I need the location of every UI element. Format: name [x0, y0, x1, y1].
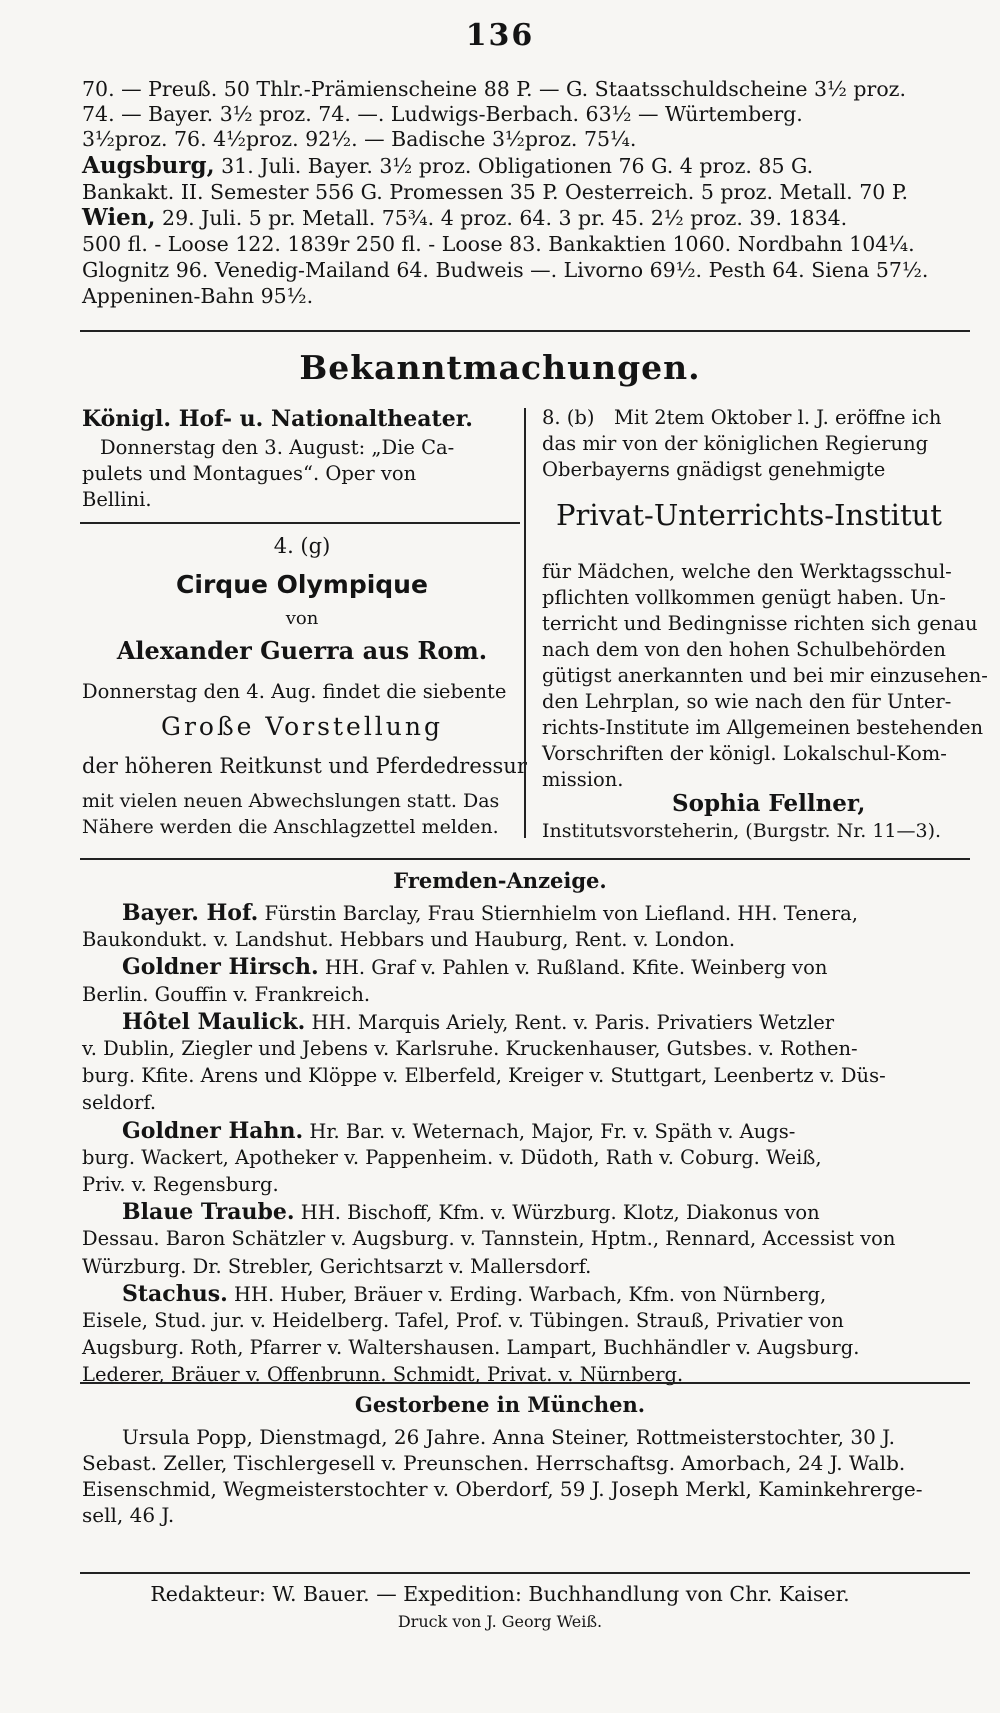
fremden-line: [82, 1145, 822, 1171]
stock-line: 74. — Bayer. 3½ proz. 74. —. Ludwigs-Berbach. 63½ — Würtemberg.: [82, 102, 803, 126]
fremden-line: [82, 1090, 156, 1116]
gestorbene-line: Ursula Popp, Dienstmagd, 26 Jahre. Anna Steiner, Rottmeisterstochter, 30 J.: [122, 1425, 895, 1449]
fremden-line: [122, 900, 858, 927]
wien-line: [82, 205, 847, 231]
cirque-title: Cirque Olympique: [176, 570, 428, 599]
divider: [80, 1572, 970, 1574]
privat-intro: das mir von der königlichen Regierung: [542, 432, 929, 455]
fremden-line: [82, 1063, 886, 1089]
privat-line: Vorschriften der königl. Lokalschul-Kom-: [542, 742, 947, 765]
vertical-divider: [524, 408, 526, 838]
privat-line: den Lehrplan, so wie nach den für Unter-: [542, 690, 952, 713]
fremden-line: [122, 1281, 826, 1308]
augsburg-city: Augsburg,: [82, 152, 215, 179]
theater-title: Königl. Hof- u. Nationaltheater.: [82, 406, 473, 432]
guest-list: Baukondukt. v. Landshut. Hebbars und Hauburg, Rent. v. London.: [82, 928, 736, 952]
page-number: 136: [465, 18, 535, 53]
fremden-line: [82, 1362, 683, 1388]
privat-line: nach dem von den hohen Schulbehörden: [542, 638, 946, 661]
bekanntmachungen-heading: Bekanntmachungen.: [299, 348, 701, 387]
fremden-line: [82, 1308, 844, 1334]
privat-ref: 8. (b): [542, 406, 595, 429]
stock-line: Appeninen-Bahn 95½.: [82, 284, 314, 308]
cirque-line: der höheren Reitkunst und Pferdedressur: [82, 754, 527, 778]
augsburg-line: [82, 153, 813, 179]
stock-line: Glognitz 96. Venedig-Mailand 64. Budweis —. Livorno 69½. Pesth 64. Siena 57½.: [82, 258, 929, 282]
augsburg-rates: 31. Juli. Bayer. 3½ proz. Obligationen 76 G. 4 proz. 85 G.: [214, 154, 814, 178]
privat-line: mission.: [542, 768, 624, 791]
guest-list: Berlin. Gouffin v. Frankreich.: [82, 982, 371, 1006]
fremden-line: [82, 1172, 279, 1198]
gestorbene-line: Eisenschmid, Wegmeisterstochter v. Oberdorf, 59 J. Joseph Merkl, Kaminkehrerge-: [82, 1477, 923, 1501]
cirque-line: Donnerstag den 4. Aug. findet die siebente: [82, 680, 507, 703]
guest-list: HH. Bischoff, Kfm. v. Würzburg. Klotz, Diakonus von: [294, 1201, 820, 1225]
druck-line: Druck von J. Georg Weiß.: [397, 1612, 603, 1631]
stock-line: 500 fl. - Loose 122. 1839r 250 fl. - Loose 83. Bankaktien 1060. Nordbahn 104¼.: [82, 232, 915, 256]
theater-line: Donnerstag den 3. August: „Die Ca-: [100, 436, 455, 459]
divider: [80, 330, 970, 332]
divider: [80, 858, 970, 860]
divider: [80, 1382, 970, 1384]
fremden-line: [82, 1226, 895, 1252]
privat-line: pflichten vollkommen genügt haben. Un-: [542, 586, 946, 609]
guest-list: burg. Wackert, Apotheker v. Pappenheim. v. Düdoth, Rath v. Coburg. Weiß,: [82, 1145, 822, 1169]
wien-rates: 29. Juli. 5 pr. Metall. 75¾. 4 proz. 64. 3 pr. 45. 2½ proz. 39. 1834.: [155, 206, 848, 230]
cirque-ref: 4. (g): [273, 534, 331, 558]
fremden-line: [82, 927, 735, 953]
column-divider: [80, 522, 520, 524]
guest-list: Dessau. Baron Schätzler v. Augsburg. v. Tannstein, Hptm., Rennard, Accessist von: [82, 1227, 896, 1251]
guest-list: Würzburg. Dr. Strebler, Gerichtsarzt v. Mallersdorf.: [82, 1254, 592, 1278]
stock-line: 70. — Preuß. 50 Thlr.-Prämienscheine 88 P. — G. Staatsschuldscheine 3½ proz.: [82, 77, 906, 101]
guest-list: v. Dublin, Ziegler und Jebens v. Karlsruhe. Kruckenhauser, Gutsbes. v. Rothen-: [82, 1037, 858, 1060]
guest-list: seldorf.: [82, 1091, 157, 1115]
guest-list: Hr. Bar. v. Weternach, Major, Fr. v. Späth v. Augs-: [303, 1119, 796, 1143]
hotel-name: Goldner Hahn.: [122, 1117, 304, 1144]
guest-list: Lederer, Bräuer v. Offenbrunn. Schmidt, Privat. v. Nürnberg.: [82, 1363, 684, 1387]
fremden-line: [82, 1036, 858, 1062]
fremden-line: [122, 954, 827, 981]
cirque-name: Alexander Guerra aus Rom.: [116, 636, 488, 665]
cirque-line: Nähere werden die Anschlagzettel melden.: [82, 816, 499, 838]
stock-line: 3½proz. 76. 4½proz. 92½. — Badische 3½proz. 75¼.: [82, 127, 637, 151]
privat-signature: Sophia Fellner,: [672, 790, 866, 817]
fremden-line: [82, 982, 370, 1008]
privat-sign-line: Institutsvorsteherin, (Burgstr. Nr. 11—3).: [542, 820, 942, 842]
privat-line: terricht und Bedingnisse richten sich genau: [542, 612, 978, 635]
gestorbene-line: sell, 46 J.: [82, 1503, 175, 1527]
gestorbene-line: Sebast. Zeller, Tischlergesell v. Preunschen. Herrschaftsg. Amorbach, 24 J. Walb.: [82, 1451, 906, 1475]
privat-title: Privat-Unterrichts-Institut: [556, 498, 942, 532]
fremden-line: [122, 1118, 795, 1145]
privat-intro: Mit 2tem Oktober l. J. eröffne ich: [614, 406, 942, 429]
stock-line: Bankakt. II. Semester 556 G. Promessen 35 P. Oesterreich. 5 proz. Metall. 70 P.: [82, 180, 908, 204]
hotel-name: Hôtel Maulick.: [122, 1008, 306, 1035]
guest-list: burg. Kfite. Arens und Klöppe v. Elberfeld, Kreiger v. Stuttgart, Leenbertz v. Düs-: [82, 1064, 886, 1088]
cirque-von: von: [285, 608, 319, 629]
hotel-name: Bayer. Hof.: [122, 900, 259, 926]
fremden-heading: Fremden-Anzeige.: [393, 868, 607, 893]
guest-list: HH. Graf v. Pahlen v. Rußland. Kfite. Weinberg von: [318, 956, 828, 980]
redakteur-line: Redakteur: W. Bauer. — Expedition: Buchhandlung von Chr. Kaiser.: [150, 1582, 850, 1606]
guest-list: Augsburg. Roth, Pfarrer v. Waltershausen. Lampart, Buchhändler v. Augsburg.: [82, 1336, 860, 1360]
cirque-grosse: Große Vorstellung: [160, 712, 444, 741]
hotel-name: Stachus.: [122, 1280, 228, 1307]
guest-list: Eisele, Stud. jur. v. Heidelberg. Tafel, Prof. v. Tübingen. Strauß, Privatier von: [82, 1309, 844, 1332]
guest-list: Fürstin Barclay, Frau Stiernhielm von Liefland. HH. Tenera,: [258, 902, 859, 925]
hotel-name: Goldner Hirsch.: [122, 954, 319, 981]
hotel-name: Blaue Traube.: [122, 1199, 295, 1226]
privat-line: für Mädchen, welche den Werktagsschul-: [542, 560, 952, 583]
privat-line: gütigst anerkannten und bei mir einzusehen-: [542, 664, 988, 687]
guest-list: Priv. v. Regensburg.: [82, 1173, 279, 1196]
fremden-line: [122, 1009, 834, 1036]
fremden-line: [82, 1335, 859, 1361]
theater-line: pulets und Montagues“. Oper von: [82, 462, 417, 485]
fremden-line: [122, 1199, 820, 1226]
theater-line: Bellini.: [82, 488, 152, 511]
guest-list: HH. Huber, Bräuer v. Erding. Warbach, Kfm. von Nürnberg,: [227, 1282, 827, 1306]
fremden-line: [82, 1254, 591, 1280]
wien-city: Wien,: [82, 204, 156, 231]
guest-list: HH. Marquis Ariely, Rent. v. Paris. Privatiers Wetzler: [305, 1010, 835, 1034]
privat-intro: Oberbayerns gnädigst genehmigte: [542, 458, 886, 481]
privat-line: richts-Institute im Allgemeinen bestehenden: [542, 716, 984, 739]
cirque-line: mit vielen neuen Abwechslungen statt. Das: [82, 790, 500, 812]
gestorbene-heading: Gestorbene in München.: [354, 1392, 646, 1417]
